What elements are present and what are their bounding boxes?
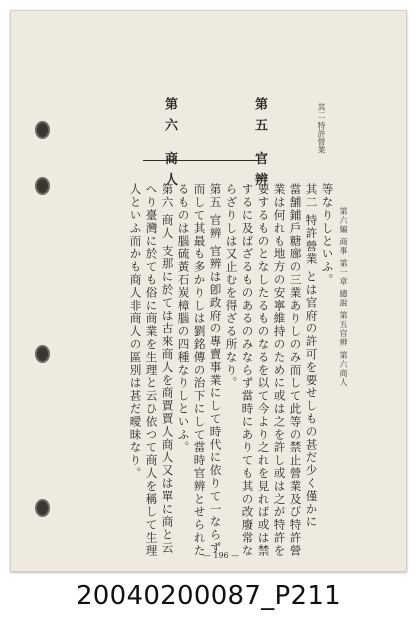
binding-hole-middle: [35, 177, 50, 195]
body-column-6: するに及ばざるものあるのみならず當時にありても其の改廢常な: [240, 183, 255, 558]
heading-divider: [143, 160, 261, 161]
body-column-2: 其二 特許營業 とは官府の許可を要せしもの甚だ少く僅かに: [304, 183, 319, 529]
body-column-4: 業は何れも地方の安寧維持のために或は之を許し或は之が特許を: [272, 183, 287, 558]
binding-hole-lower: [35, 345, 50, 363]
document-page: [10, 10, 407, 572]
section-heading-1: 第五 官辨: [252, 97, 267, 194]
section-heading-2: 第六 商人: [162, 97, 177, 194]
page-number: — 196 —: [202, 551, 240, 560]
body-column-8: 第五 官辨 官辨は卽政府の專賣事業にして時代に依りて一ならず: [208, 183, 223, 555]
body-column-7: らざりしは又止むを得ざる所なり。: [224, 183, 239, 390]
archive-id-caption: 20040200087_P211: [75, 581, 342, 611]
body-column-9: 而して其最も多かりしは劉銘傳の治下にして當時官辨とせられた: [192, 183, 207, 558]
body-column-12: へり臺灣に於ても俗に商業を生理と云ひ依つて商人を稱して生理: [144, 183, 159, 558]
body-column-1: 等なりしといふ。: [320, 183, 335, 287]
body-column-3: 當舗鋪戶糖廍の三業ありしのみ而して此等の禁止營業及び特許營: [288, 183, 303, 558]
binding-hole-top: [35, 121, 50, 139]
binding-hole-bottom: [35, 499, 50, 517]
running-header: 第六編 商事 第一章 總說 第五官辨 第六商人: [339, 207, 348, 387]
body-column-5: 要するものとなしたるものなるを以て今より之れを見れば或は禁: [256, 183, 271, 558]
body-column-10: るものは腦硫黃石炭樟腦の四種なりしといふ。: [176, 183, 191, 454]
body-column-11: 第六 商人 支那に於ては古來商人を商賈賈人商人又は單に商と云: [160, 183, 175, 555]
side-note: 其二 特許營業: [317, 103, 326, 154]
body-column-13: 人といふ而かも商人非商人の區別は甚だ曖昧なり。: [128, 183, 143, 480]
